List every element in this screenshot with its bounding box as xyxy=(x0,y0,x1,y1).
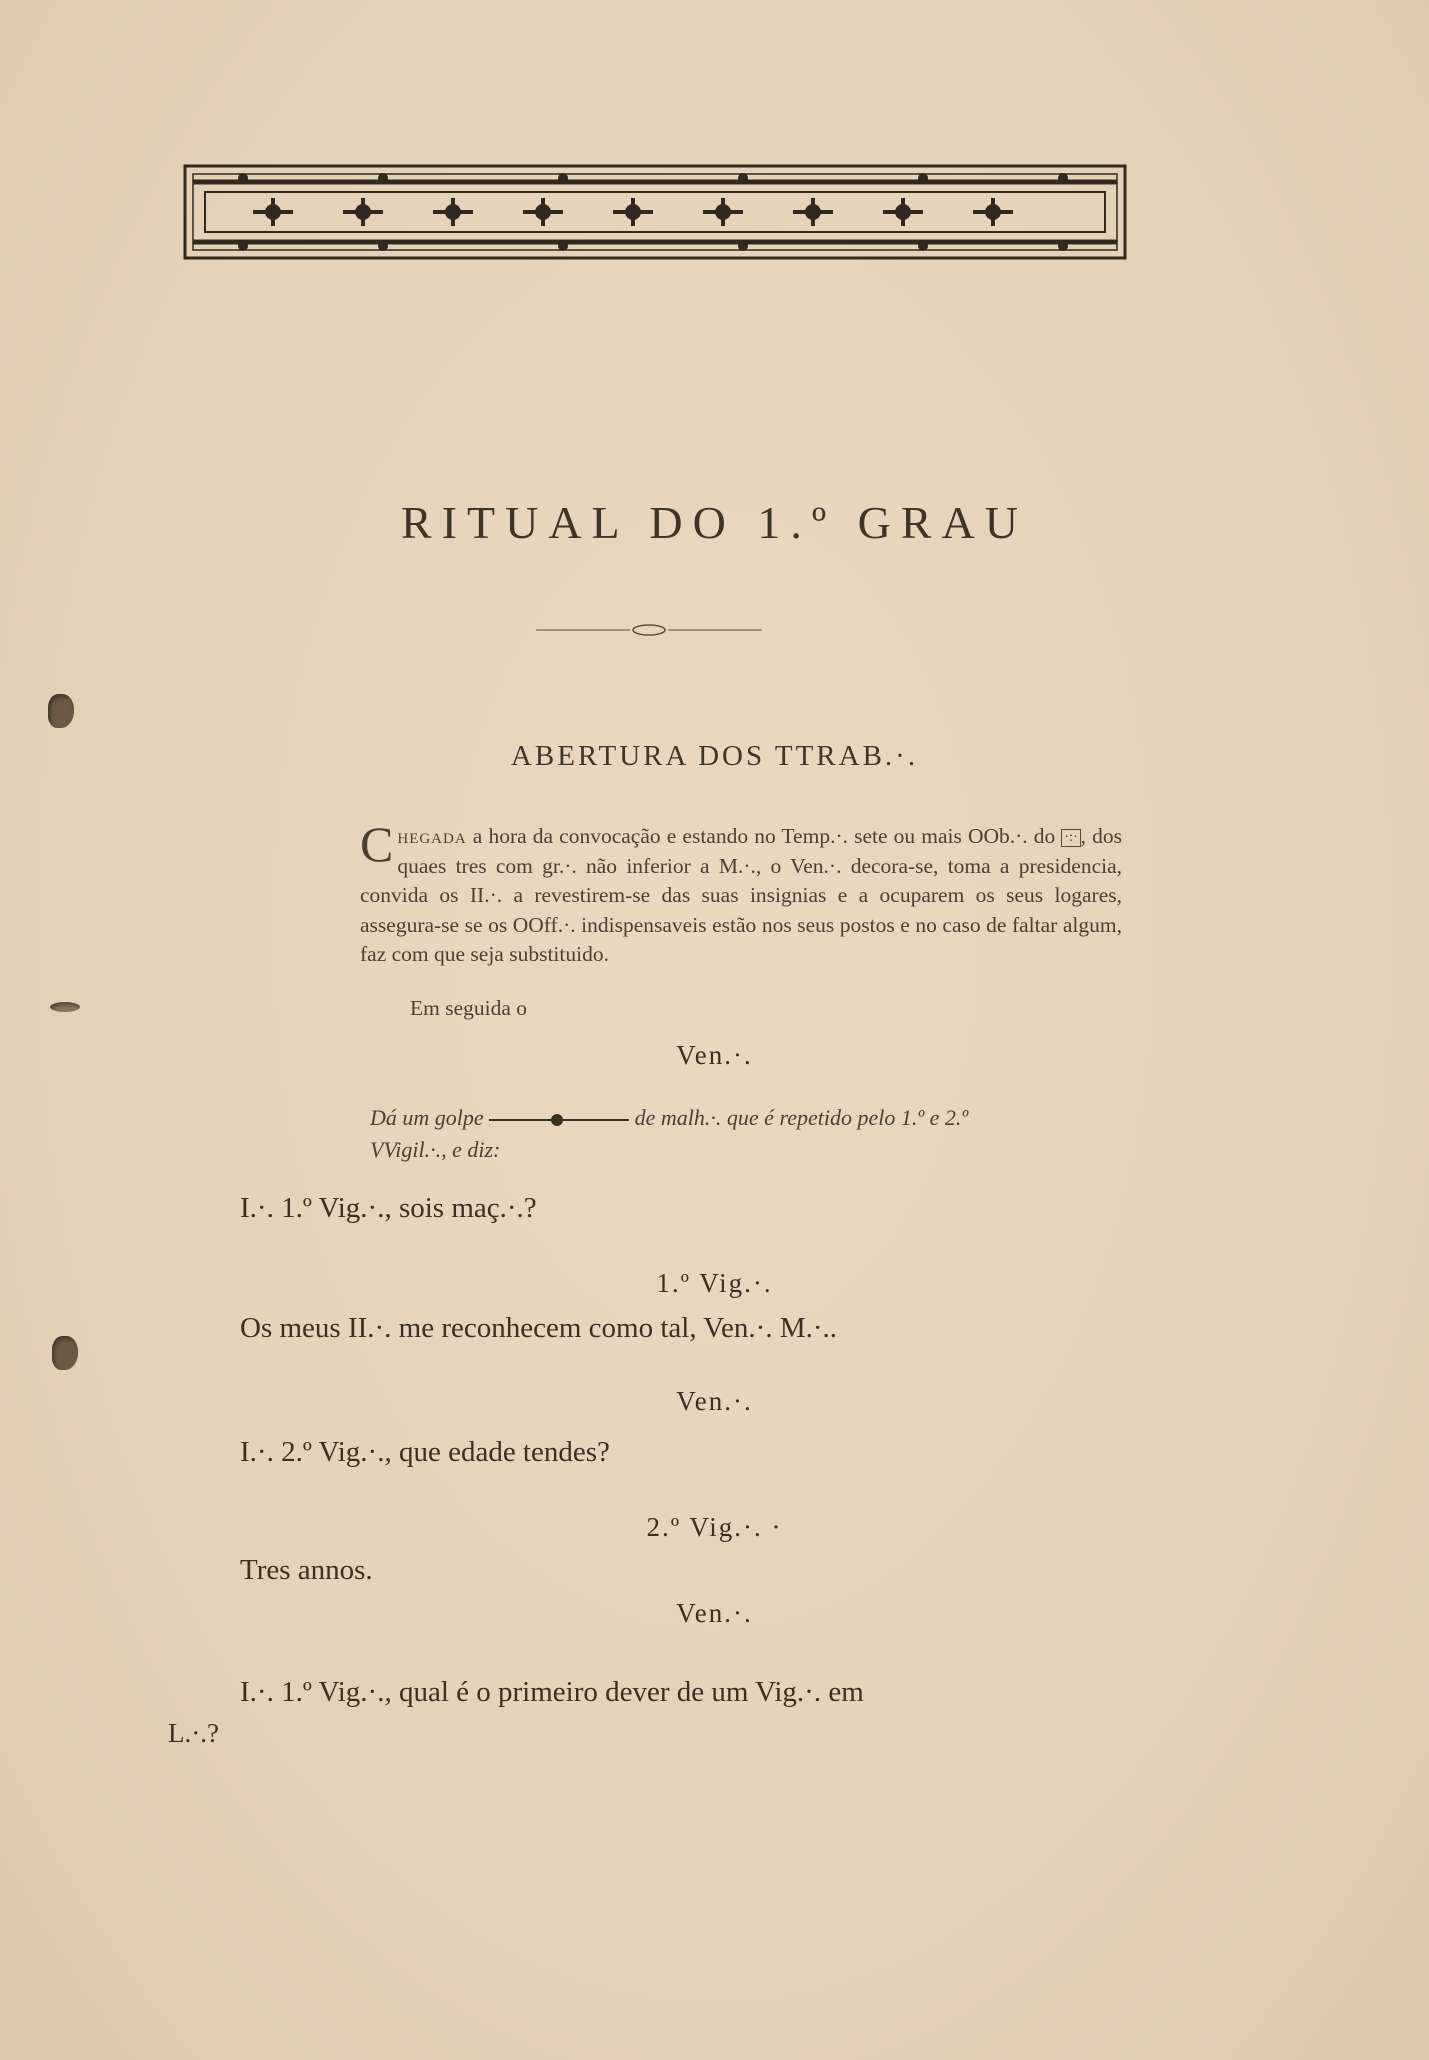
ornamental-divider xyxy=(536,620,762,640)
intro-paragraph xyxy=(360,816,1122,970)
stage-direction xyxy=(370,1102,1130,1166)
lodge-symbol: ·:· xyxy=(1061,829,1080,847)
dialogue-line-3: I.·. 2.º Vig.·., que edade tendes? xyxy=(240,1436,610,1468)
intro-text-part2: , dos quaes tres com gr.·. não inferior a M.·., o Ven.·. decora-se, toma a presidencia, convida os II.·. a revestirem-se das suas insignias e a ocuparem os seus logares, assegura-se se os OOff.·. indispensaveis estão nos seus postos e no caso de faltar algum, faz com que seja substituido. xyxy=(360,824,1122,966)
speaker-ven-2: Ven.·. xyxy=(676,1386,753,1416)
intro-text-part1: a hora da convocação e estando no Temp.·. sete ou mais OOb.·. do xyxy=(466,824,1062,848)
stage-text-b: de malh.·. que é repetido pelo 1.º e 2.º xyxy=(634,1105,969,1130)
dialogue-line-2: Os meus II.·. me reconhecem como tal, Ven.·. M.·.. xyxy=(240,1312,838,1344)
dialogue-line-1: I.·. 1.º Vig.·., sois maç.·.? xyxy=(240,1192,537,1224)
page-title: RITUAL DO 1.º GRAU xyxy=(401,497,1028,548)
drop-cap: C xyxy=(360,816,394,872)
stage-text-c: VVigil.·., e diz: xyxy=(370,1137,501,1162)
speaker-ven: Ven.·. xyxy=(676,1040,753,1070)
mallet-blow-icon xyxy=(489,1113,629,1127)
dialogue-line-5: I.·. 1.º Vig.·., qual é o primeiro dever de um Vig.·. em xyxy=(240,1676,864,1708)
dialogue-line-4: Tres annos. xyxy=(240,1554,373,1586)
stage-text-a: Dá um golpe xyxy=(370,1105,484,1130)
binding-hole-bottom xyxy=(52,1336,78,1370)
binding-hole-top xyxy=(48,694,74,728)
speaker-second-warden: 2.º Vig.·. · xyxy=(646,1512,783,1542)
section-heading: ABERTURA DOS TTRAB.·. xyxy=(510,740,919,772)
speaker-first-warden: 1.º Vig.·. xyxy=(656,1268,773,1298)
intro-lead: hegada xyxy=(397,824,467,848)
speaker-ven-3: Ven.·. xyxy=(676,1598,753,1628)
binding-hole-middle xyxy=(50,1002,80,1012)
dialogue-line-5-cont: L.·.? xyxy=(168,1718,219,1748)
intro-tail: Em seguida o xyxy=(410,996,528,1020)
ornamental-header-band xyxy=(183,164,1127,260)
